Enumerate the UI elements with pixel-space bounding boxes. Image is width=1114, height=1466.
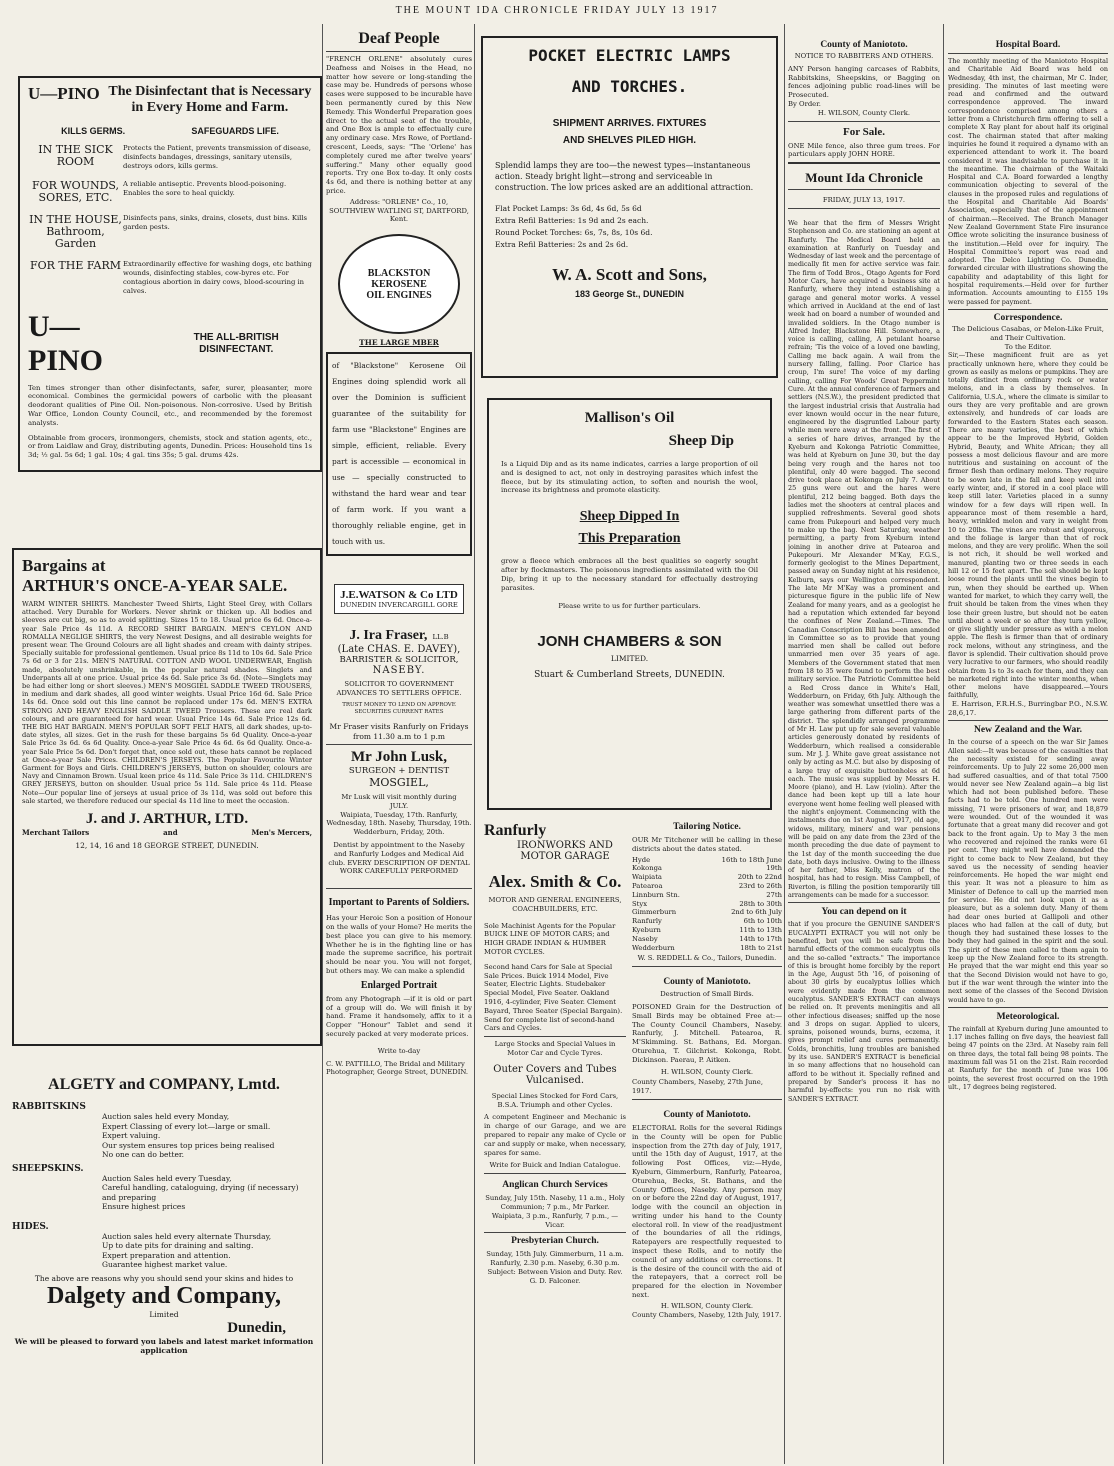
chronicle-date: FRIDAY, JULY 13, 1917. [822, 196, 906, 205]
place: Styx [632, 899, 648, 908]
dalgety-city: Dunedin, [227, 1319, 286, 1336]
anglican-title: Anglican Church Services [502, 1180, 608, 1191]
forsale-title: For Sale. [843, 125, 885, 138]
upino-headline: The Disinfectant that is Necessary in Every Home and Farm. [108, 84, 312, 115]
pocket-lamps-ad [481, 36, 778, 378]
blackstone-caption: THE LARGE MBER [359, 338, 439, 348]
use-text: Protects the Patient, prevents transmission of disease, disinfects bandages, dressings, sanitary utensils, destroys odors, kills germs. [123, 144, 311, 170]
maniototo2-date: County Chambers, Naseby, 27th June, 1917. [632, 1078, 763, 1096]
fraser-town: NASEBY. [372, 665, 426, 677]
rabbitskins-heading: RABBITSKINS [12, 1102, 86, 1112]
mallison-body2: grow a fleece which embraces all the best qualities so eagerly sought after by flockmasters. The poisonous ingredients assimilated with the Oil Dip, bring it up to the necessary standard for effectually destroying parasites. [501, 557, 758, 592]
maniototo1-title: County of Maniototo. [820, 40, 908, 50]
maniototo2-sig: H. WILSON, County Clerk. [660, 1067, 754, 1076]
chronicle-title: Mount Ida Chronicle [805, 170, 923, 186]
mallison-write: Please write to us for further particulars. [558, 602, 701, 611]
dalgety-line: Auction sales held every alternate Thursday, [102, 1231, 272, 1241]
price-line: Extra Refil Batteries: 1s 9d and 2s each. [495, 216, 649, 225]
corr-sig: E. Harrison, F.R.H.S., Burringbar P.O., N.S.W. [951, 699, 1108, 708]
table-row [632, 926, 782, 935]
blackstone-body: of "Blackstone" Kerosene Oil Engines doing splendid work all over the Dominion is sufficient guarantee of the suitability for farm use "Blackstone" Engines are simple, efficient, reliable. Every part is accessible — economical in use — specially constructed to withstand the hard wear and tear of farm work. If you want a thoroughly reliable engine, get in touch with us. [332, 360, 466, 546]
hospital-body: The monthly meeting of the Maniototo Hospital and Charitable Aid Board was held on Wednesday, 4th inst, the chairman, Mr C. Inder, presiding. The minutes of last meeting were read and confirmed and the outward correspondence approved. The inward correspondence comprised among others a letter from a Christchurch firm offering to sell a complete X Ray plant for about half its original cost. The chairman stated that after making inquiries he found it required a dynamo with an experienced attendant to work it. The board considered it was inadvisable to purchase it in the meantime. The chairman of the Waitaki Hospital and C.A. Board forwarded a lengthy communication objecting to several of the clauses in the proposed rules and regulations of the Hospital and Charitable Aid Boards' Association, especially that of the appointment of chairman.—Received. The Branch Manager New Zealand Government State Fire insurance Office wrote soliciting the insurance business of the institution.—Held over for inquiry. The Hospital Committee's report was read and adopted. The Delco Lighting Co. Dunedin, forwarded circular with illustrations showing the capability and adaptability of this light for hospital requirements.—Held over for further information. Accounts amounting to £155 19s were passed for payment. [948, 57, 1108, 306]
logo-text: KEROSENE [371, 278, 427, 290]
maniototo1-by: By Order. [788, 99, 821, 108]
table-row [632, 864, 782, 873]
column-rule [474, 24, 475, 1464]
dates: 19th [766, 864, 782, 873]
presby-title: Presbyterian Church. [511, 1236, 599, 1247]
dates: 16th to 18th June [721, 855, 782, 864]
arthur-sub3: Men's Mercers, [251, 828, 312, 838]
fraser-quals: LL.B [432, 633, 449, 642]
logo-text: BLACKSTON [367, 267, 431, 279]
mallison-addr: Stuart & Cumberland Streets, DUNEDIN. [534, 669, 725, 680]
lusk-dates: Waipiata, Tuesday, 17th. Ranfurly, Wednesday, 18th. Naseby, Thursday, 19th. Wedderburn, Friday, 20th. [326, 810, 472, 837]
ranfurly-firm: Alex. Smith & Co. [488, 872, 622, 891]
fraser-trust: TRUST MONEY TO LEND ON APPROVE SECURITIES CURRENT RATES [342, 702, 456, 716]
place: Gimmerburn [632, 908, 677, 917]
war-body: In the course of a speech on the war Sir James Allen said:—It was because of the casualties that the necessity existed for sending away reinforcements. Up to July 22 some 26,000 men had suffered casualties, and of that total 7500 would never see New Zealand again—a big list which had not been published before. These facts had to be told. One hundred men were missing, 71 were prisoners of war, and 18,879 were wounded. Out of the wounded it was fortunate that a great many did recover and got back to the front again. Up to May 3 the men who recovered and rejoined the ranks were 61 per cent. They might well have demanded the right to come back to New Zealand, but they saved us the necessity of sending heavier reinforcements. He hoped the war might end this year. It was not a pleasure to him as Minister of Defence to call up the married men for service. He did not look upon it as a pleasure, but as a solemn duty. Many of them had dear ones buried at Gallipoli and other places who had fallen at the call of duty, but though they had sustained these losses to the body they had gained in the spirit and the soul. The spirit of these men called to them again to keep up the New Zealand force to its strength. He prayed that the war might end this year so that the Second Division would not have to go, but if the war went through the winter into the next some of the classes of the Second Division would have to go. [948, 738, 1108, 1004]
upino-title: U—PINO [28, 84, 100, 103]
lusk-role: SURGEON + DENTIST [348, 766, 450, 777]
place: Kokonga [632, 864, 662, 873]
use-label: FOR WOUNDS, SORES, ETC. [31, 179, 120, 205]
dalgety-title: ALGETY and COMPANY, Lmtd. [48, 1076, 280, 1093]
pocket-firm: W. A. Scott and Sons, [552, 265, 707, 284]
fraser-late: (Late CHAS. E. DAVEY), [337, 644, 461, 656]
use-text: Disinfects pans, sinks, drains, closets, dust bins. Kills garden pests. [123, 214, 307, 232]
arthur-firm: J. and J. ARTHUR, LTD. [85, 811, 249, 828]
pocket-sub1: SHIPMENT ARRIVES. FIXTURES [552, 118, 707, 129]
ranfurly-eng: A competent Engineer and Mechanic is in charge of our Garage, and we are prepared to repair any make of Cycle or car and supply or make, when necessary, spares for same. [484, 1113, 626, 1157]
upino-obtain: Obtainable from grocers, ironmongers, chemists, stock and station agents, etc., or from Laidlaw and Gray, distributing agents, Dunedin. Prices: Household tins 1s 3d; ½ gal. 5s 6d; 1 gal. 10s; 4 gal. tins 35s; 5 gal. drums 42s. [28, 433, 312, 460]
arthur-ad [12, 548, 322, 1046]
maniototo2-sub: Destruction of Small Birds. [660, 990, 754, 999]
war-title: New Zealand and the War. [974, 725, 1082, 736]
mallison-t4: This Preparation [578, 531, 681, 547]
corr-date: 28,6,17. [948, 708, 977, 717]
ranfurly-agents: Sole Machinist Agents for the Popular BUICK LINE OF MOTOR CARS; and HIGH GRADE INDIAN & HUMBER MOTOR CYCLES. [484, 921, 616, 956]
dalgety-reasons: The above are reasons why you should send your skins and hides to [34, 1273, 294, 1283]
use-text: Extraordinarily effective for washing dogs, etc bathing wounds, disinfecting stables, cow-byres etc. For contagious abortion in dairy cows, blood-scouring in calves. [123, 260, 312, 295]
ranfurly-stocks: Large Stocks and Special Values in Motor Car and Cycle Tyres. [494, 1040, 616, 1057]
mallison-t1: Mallison's Oil [584, 410, 675, 426]
column-5 [948, 40, 1108, 1464]
dalgety-line: Up to date pits for draining and salting. [102, 1241, 254, 1250]
fraser-visits: Mr Fraser visits Ranfurly on Fridays from 11.30 a.m to 1 p.m [329, 722, 469, 741]
table-row [632, 935, 782, 944]
tailoring-title: Tailoring Notice. [673, 822, 741, 832]
sander-title: You can depend on it [821, 907, 907, 918]
parents-title: Important to Parents of Soldiers. [328, 897, 470, 909]
upino-brand: U—PINO [28, 309, 103, 377]
lusk-after: Dentist by appointment to the Naseby and Ranfurly Lodges and Medical Aid club. EVERY DESCRIPTION OF DENTAL WORK CAREFULLY PERFORMED [328, 841, 470, 876]
table-row [632, 917, 782, 926]
place: Hyde [632, 855, 651, 864]
table-row [28, 214, 312, 260]
logo-text: DUNEDIN INVERCARGILL GORE [340, 600, 458, 609]
maniototo2-title: County of Maniototo. [663, 977, 751, 988]
dates: 20th to 22nd [737, 873, 782, 882]
safeguards-life: SAFEGUARDS LIFE. [191, 126, 279, 136]
dalgety-line: No one can do better. [102, 1150, 185, 1159]
dalgety-line: Auction Sales held every Tuesday, [102, 1173, 232, 1183]
ranfurly-sub: IRONWORKS AND MOTOR GARAGE [517, 840, 613, 862]
maniototo1-body: ANY Person hanging carcases of Rabbits, Rabbitskins, Sheepskins, or Bagging on fences adjoining public road-lines will be Prosecuted. [788, 64, 940, 100]
mallison-body: Is a Liquid Dip and as its name indicates, carries a large proportion of oil and is designed to act, not only in destroying parasites which infest the fleece, but by its stimulating action, to soften and nourish the wool, increase its brightness and promote elasticity. [501, 460, 758, 495]
hides-heading: HIDES. [12, 1221, 49, 1232]
lusk-town: MOSGIEL, [369, 776, 429, 790]
dalgety-line: Careful handling, cataloguing, drying (if necessary) [102, 1183, 299, 1192]
forsale-body: ONE Mile fence, also three gum trees. For particulars apply JOHN HORE. [788, 141, 940, 159]
maniototo3-body: ELECTORAL Rolls for the several Ridings in the County will be open for Public inspection from the 27th day of July, 1917, until the 15th day of August, 1917, at the following Post Offices, viz:—Hyde, Kyeburn, Gimmerburn, Ranfurly, Patearoa, Oturehua, Becks, St. Bathans, and the County Offices, Naseby. Any person may on or before the 22nd day of August, 1917, lodge with the council an objection in writing under his hand to the County electoral roll. In view of the readjustment of the boundaries of all the ridings, Ratepayers are respectfully requested to inspect these Rolls, and to notify the council of any additions or corrections. It is the desire of the council with the aid of the ratepayers, that a correct roll be prepared for the election in November next. [632, 1123, 782, 1300]
parents-enlarged: Enlarged Portrait [360, 979, 438, 991]
column-4 [788, 40, 940, 1464]
maniototo3-date: County Chambers, Naseby, 12th July, 1917. [632, 1310, 782, 1319]
deaf-title: Deaf People [358, 30, 440, 47]
corr-to: To the Editor. [1004, 342, 1052, 351]
dalgety-line: Expert Classing of every lot—large or small. [102, 1121, 271, 1131]
mallison-ltd: LIMITED. [610, 654, 649, 664]
arthur-sub2: and [163, 828, 178, 838]
maniototo1-sig: H. WILSON, County Clerk. [817, 108, 911, 117]
ranfurly-cars: Second hand Cars for Sale at Special Sale Prices. Buick 1914 Model, Five Seater, Electric Lights. Studebaker Special Model, Five Seater. Oakland 1916, 4-cylinder, Five Seater. Clement Bayard, Three Seater (Special Bargain). Send for complete list of second-hand Cars and Cycles. [484, 962, 623, 1033]
dalgety-name: Dalgety and Company, [46, 1283, 282, 1309]
mallison-t3: Sheep Dipped In [579, 509, 680, 525]
dalgety-line: Expert preparation and attention. [102, 1250, 231, 1260]
dates: 18th to 21st [740, 943, 782, 952]
price-line: Round Pocket Torches: 6s, 7s, 8s, 10s 6d. [495, 228, 653, 237]
logo-text: J.E.WATSON & Co LTD [340, 588, 458, 601]
arthur-addr: 12, 14, 16 and 18 GEORGE STREET, DUNEDIN. [75, 841, 259, 851]
mallison-ad [487, 398, 772, 810]
all-british: THE ALL-BRITISH DISINFECTANT. [193, 331, 279, 355]
pocket-sub2: AND SHELVES PILED HIGH. [562, 135, 697, 146]
dates: 2nd to 6th July [731, 908, 782, 917]
dalgety-limited: Limited [149, 1310, 179, 1319]
dalgety-line: Auction sales held every Monday, [102, 1112, 230, 1121]
blackstone-logo [338, 234, 460, 334]
parents-sig: C. W. PATTILLO, The Bridal and Military Photographer, George Street, DUNEDIN. [326, 1059, 469, 1077]
ranfurly-cat: Write for Buick and Indian Catalogue. [489, 1161, 621, 1170]
pocket-title1: POCKET ELECTRIC LAMPS [528, 46, 731, 65]
chronicle-body: We hear that the firm of Messrs Wright Stephenson and Co. are stationing an agent at Ranfurly. The Medical Board held an examination at Ranfurly on Tuesday and Wednesday of last week and the percentage of medically fit men for active service was fair. The firm of Todd Bros., Otago Agents for Ford Motor Cars, have acquired a business site at Ranfurly, where they intend establishing a garage and general motor works. A vessel which arrived in Auckland at the end of last week had on board a number of wounded and invalided soldiers. In the Otago number is Alfred Inder, Blackstone Hill. Somewhere, a voice is calling, calling, A petulant hoarse refrain; 'Tis the voice of a loved one bawling, Calling me back again. A wail from the nursery falling, falling. Poor Clarice has croup, I'm sure! The voice of my darling calling, calling For Woods' Great Peppermint Cure. At the annual conference of farmers and settlers (N.S.W.), the president predicted that the largest industrial crisis that Australia had ever known would occur in the near future, engineered by the disgruntled Labour party while men were away at the front. The first of a series of hare drives, arranged by the Kyeburn and Kokonga Patriotic Committee, was held at Kyeburn on June 30, but the day being very rough and the hares not too plentiful, only 40 were bagged. The second drive took place at Kokonga on July 7. About 25 guns were out and the hares were plentiful, 212 being bagged. Both days the ladies met the shooters at central places and supplied refreshments. Several good shots came from Pukepouri and helped very much to make up the bag. Next Saturday, weather permitting, a party from Kyeburn intend joining in another drive at Patearoa and Pukepouri. Mr Alexander M'Kay, F.G.S., formerly geologist to the Mines Department, passed away on Sunday night at his residence, Kelburn, says our Wellington correspondent. The late Mr M'Kay was a prominent and picturesque figure in the public life of New Zealand for many years, and as a geologist he had a reputation which extended far beyond the confines of New Zealand.—Times. The Canadian Conscription Bill has been amended in Committee so as to provide that young married men shall be called out before unmarried men over 35 years of age. Members of the Government stated that men from 18 to 35 were found to perform the best military service. The Patriotic Committee held a Red Cross dance in White's Hall, Wedderburn, on Friday, 6th July. Although the weather was somewhat unsettled there was a large gathering from different parts of the district. The splendidly arranged programme of Mr H. Law put up for sale several valuable articles generously donated by residents of Wedderburn, which realised a considerable sum. Mr J. J. White gave great assistance not only by acting as M.C. but also by disposing of a large tray of exquisite buttonholes at 6d each. The music was supplied by Messrs H. Moore (piano), and H. Law (violin). After the dance had been kept up till a late hour everyone went home feeling well pleased with the night's enjoyment. Commencing with the instalments due on 1st August, 1917, old age, widows, military, miners' and war pensions will be paid on any date from the 23rd of the month preceding the due date of payment to the 1st day of the month succeeding the due date, both days inclusive. Owing to the illness of her father, Miss Kelly, matron of the hospital, has had to resign. Miss Campbell, of Riverton, is filling the position temporarily till arrangements can be made for a successor. [788, 218, 940, 900]
column-rule [784, 24, 785, 1464]
parents-write: Write to-day [377, 1046, 421, 1055]
deaf-body: "FRENCH ORLENE" absolutely cures Deafness and Noises in the Head, no matter how severe or long-standing the case may be. Hundreds of persons whose cases were supposed to be incurable have been permanently cured by this New Remedy. This Wonderful Preparation goes direct to the actual seat of the trouble, and One Box is ample to effectually cure any ordinary case. Mrs Rowe, of Portland-crescent, Leeds, says: "The 'Orlene' has completely cured me after twelve years' suffering." Many other equally good reports. Try one Box to-day. It only costs 4s 6d, and there is nothing better at any price. [326, 55, 472, 195]
sheepskins-heading: SHEEPSKINS. [12, 1163, 84, 1174]
use-text: A reliable antiseptic. Prevents blood-poisoning. Enables the sore to heal quickly. [123, 180, 287, 198]
dalgety-line: Our system ensures top prices being realised [102, 1140, 275, 1150]
upino-uses-table [28, 144, 312, 306]
table-row [632, 900, 782, 909]
ranfurly-lines: Special Lines Stocked for Ford Cars, B.S.A. Triumph and other Cycles. [491, 1091, 619, 1109]
notices-col [632, 822, 782, 1462]
masthead: THE MOUNT IDA CHRONICLE FRIDAY JULY 13 1917 [395, 5, 719, 16]
maniototo2-body: POISONED Grain for the Destruction of Small Birds may be obtained Free at:— The County Council Chambers, Naseby. Ranfurly, J. Mitchell. Patearoa, R. M'Skimming. St. Bathans, Ed. Morgan. Oturehua, T. Gilchrist. Kokonga, Robt. Dickinson. Paerau, P. Aitken. [632, 1002, 782, 1064]
table-row [28, 144, 312, 180]
table-row [28, 260, 312, 305]
fraser-body: SOLICITOR TO GOVERNMENT ADVANCES TO SETTLERS OFFICE. [336, 680, 462, 698]
dates: 28th to 30th [739, 899, 782, 908]
place: Patearoa [632, 881, 663, 890]
tailoring-sig: W. S. REDDELL & Co., Tailors, Dunedin. [637, 954, 777, 963]
use-label: IN THE HOUSE, Bathroom, Garden [29, 213, 122, 251]
dalgety-ad [6, 1072, 322, 1422]
meteor-title: Meteorological. [996, 1011, 1060, 1022]
meteor-body: The rainfall at Kyeburn during June amounted to 1.17 inches falling on five days, the heaviest fall being 47 points on the 23rd. At Naseby rain fell on three days, the total fall being 98 points. The maximum fall was 51 on the 21st. Rain recorded at Ranfurly for the month of June was 106 points, the severest frost occurred on the 19th ult., 17 degrees being registered. [948, 1024, 1108, 1091]
tailoring-table [632, 856, 782, 953]
table-row [632, 891, 782, 900]
dates: 23rd to 26th [738, 881, 782, 890]
kills-germs: KILLS GERMS. [61, 126, 126, 136]
table-row [632, 882, 782, 891]
column-rule [322, 24, 323, 1464]
arthur-body: WARM WINTER SHIRTS. Manchester Tweed Shirts, Light Steel Grey, with Collars attached. Very Durable for Workers. Never shrink or thicken up. All bodies and sleeves are cut big, so as to avoid splitting. Sizes 15 to 18. Usual price 6s 6d. Once-a-year Sale Price 4s 11d. A RECORD SHIRT BARGAIN. MEN'S CEYLON AND ROMALLA NEGLIGE SHIRTS, the very Newest Designs, and all desirable weights for present wear. The Ground Colours are all light shades and cream with dainty stripes. Specially suitable for professional gentlemen. Usual price 8s 11d to 10s 6d. Sale Price 7s 6d or 3 for 21s. MEN'S NATURAL COTTON AND WOOL UNDERWEAR, English made, absolutely unshrinkable, in the popular natural shades. Singlets and Underpants all at one price. Usual price 4s 6d. Sale price 3s 6d. (Note—Singlets may be had either long or short sleeves.) MEN'S MOSGIEL SADDLE TWEED TROUSERS, in medium and dark shades, all good winter weights. Usual Price 16d 6d. Sale Price 14s 6d. Once sold out this line cannot be replaced under 17s 6d. MEN'S EXTRA STRONG AND HEAVY ENGLISH SADDLE TWEED Trousers. These are real dark colours, and are guaranteed for hard wear. Usual Price 14s 6d. Sale Price 12s 6d. THE BIG HAT BARGAIN. MEN'S POPULAR SOFT FELT HATS, all dark shades, up-to-date styles, all sizes. Get in the rush for these bargains 5s 6d Quality. Once-a-year Sale Price 3s 6d. 6s 6d Quality. Once-a-year Sale Price 4s 6d. 6s 6d Quality. Once-a-year Sale Price 5s 6d. Don't forget that, once sold out, these hats cannot be replaced at Once-a-year Sale Prices. CHILDREN'S JERSEYS. The Popular Favourite Winter Garment for Boys and Girls. CHILDREN'S JERSEYS, button on shoulder, colours are Navy and Cinnamon Brown. Usual keen price 4s 11d. Sale Price 3s 11d. CHILDREN'S GREY JERSEYS, button on shoulder. Usual price 5s 11d. Sale price 4s 11d. Please Note—Our popular line of jerseys at usual price of 3s 11d, was sold out before this sale started, we therefore reduced our special 4s 11d line to meet the occasion. [22, 600, 312, 805]
upino-ad [18, 76, 322, 472]
fraser-role: BARRISTER & SOLICITOR, [339, 655, 459, 666]
use-label: FOR THE FARM [29, 259, 122, 273]
place: Naseby [632, 934, 658, 943]
tailoring-body: OUR Mr Titchener will be calling in these districts about the dates stated. [632, 836, 782, 853]
place: Wedderburn [632, 943, 675, 952]
upino-body: Ten times stronger than other disinfectants, safer, surer, pleasanter, more economical. Combines the germicidal powers of carbolic with the pleasant deodorant qualities of Pine Oil. Non-poisonous. Non-corrosive. Used by British War Office, London County Council, etc., and recommended by the foremost analysts. [28, 383, 312, 427]
ranfurly-firmsub: MOTOR AND GENERAL ENGINEERS, COACHBUILDERS, ETC. [488, 896, 622, 913]
ranfurly-ad [484, 822, 626, 1462]
use-label: IN THE SICK ROOM [38, 143, 113, 168]
column-2 [326, 30, 472, 1464]
pocket-addr: 183 George St., DUNEDIN [574, 289, 685, 299]
lusk-month: JULY. [389, 801, 409, 810]
table-row [632, 873, 782, 882]
mallison-firm: JONH CHAMBERS & SON [537, 633, 722, 651]
column-rule [943, 24, 944, 1464]
dates: 11th to 13th [739, 925, 782, 934]
dates: 14th to 17th [739, 934, 782, 943]
sander-body: that if you procure the GENUINE SANDER'S EUCALYPTI EXTRACT you will not only be benefited, but you will be safe from the harmful effects of the common eucalyptus oils and the so-called "extracts." The importance of this is brought home forcibly by the report in the Age, August 5th '16, of poisoning of about 30 girls by eucalyptus lollies which were evidently made from the common eucalyptus. SANDER'S EXTRACT can always be relied on. It prevents meningitis and all other infectious diseases; sniffed up the nose and 3 drops on sugar. Applied to ulcers, sprains, poisoned wounds, burns, eczema, it gives prompt relief and cures permanently. Colds, bronchitis, lung troubles are banished by its use. SANDER'S EXTRACT is beneficial in so many affections that no household can afford to be without it. Specially refined and prepared by Sander's process it has no harmful by-effects: you run no risk with SANDER'S EXTRACT. [788, 920, 940, 1103]
maniototo3-sig: H. WILSON, County Clerk. [660, 1301, 754, 1310]
place: Waipiata [632, 873, 662, 882]
mallison-t2: Sheep Dip [668, 433, 734, 449]
corr-title: Correspondence. [993, 312, 1063, 323]
corr-body: Sir,—These magnificent fruit are as yet practically unknown here, where they could be grown as easily as melons or pumpkins. They are totally distinct from ordinary rock or water melons, and in a class by themselves. In California, U.S.A., where the climate is similar to ours they are very profitable and are grown extensively, and hundreds of car loads are forwarded to the Eastern States each season. There are many varieties, the best of which appear to be the Improved Hybrid, Golden Hybrid, Beauty, and White African; they all possess a most delicious flavour and are more nutritious and sustaining on account of the firmer flesh than ordinary melons. They require to be sown late in the fall and keep well into early winter, and, if stored in a cool place will keep still later. Varieties placed in a sunny window for a few days will ripen well. In appearance most of them resemble a hard, heavy, wrinkled melon and vary in weight from 10 to 20lbs. The vines are robust and vigorous, and the foliage is larger than that of rock melons, and they are very prolific. When the soil is not rich, it should be well worked and manured, planting two or three seeds in each hill 12 or 15 feet apart. The soil should be kept loose round the plants until the vines begin to run, when they should be earthed up. When wanted for market, to which they carry well, the fruit should be taken from the vines when they lose their green lustre, but should not be eaten until about a week or so after they turn yellow, or give slightly under pressure as with a melon apple. The flesh is firmer than that of ordinary rock melons, without any stringiness, and the flavor is splendid. Their cultivation should prove very lucrative to our farmers, who should readily obtain from 1s to 3s each for them, and they can be marketed right into the winter months, when other melons have disappeared.—Yours faithfully, [948, 351, 1108, 700]
dalgety-footer: We will be pleased to forward you labels and latest market information application [14, 1336, 314, 1355]
dalgety-line: Guarantee highest market value. [102, 1260, 228, 1269]
arthur-sub1: Merchant Tailors [22, 828, 90, 838]
lusk-name: Mr John Lusk, [350, 749, 447, 766]
corr-sub: The Delicious Casabas, or Melon-Like Fruit, and Their Cultivation. [952, 324, 1104, 342]
parents-body2: from any Photograph —if it is old or part of a group will do. We will finish it by hand. Frame it handsomely, affix to it a Copper "Honour" Tablet and send it securely packed at very moderate prices. [326, 994, 472, 1038]
dalgety-line: and preparing [102, 1192, 157, 1202]
price-line: Flat Pocket Lamps: 3s 6d, 4s 6d, 5s 6d [495, 204, 642, 213]
hospital-title: Hospital Board. [995, 40, 1061, 50]
maniototo3-title: County of Maniototo. [663, 1109, 751, 1120]
lusk-body: Mr Lusk will visit monthly during [341, 793, 457, 802]
table-row [632, 944, 782, 953]
dalgety-line: Expert valuing. [102, 1131, 161, 1140]
parents-body: Has your Heroic Son a position of Honour on the walls of your Home? He merits the best place you can give to his memory. Whether he is in the fighting line or has made the supreme sacrifice, his portrait should be near you. You will not forget, but others may. We can make a splendid [326, 914, 472, 975]
pocket-title2: AND TORCHES. [571, 77, 688, 96]
deaf-address: Address: "ORLENE" Co., 10, SOUTHVIEW WATLING ST, DARTFORD, Kent. [329, 197, 469, 224]
arthur-pre: Bargains at [22, 556, 106, 575]
pocket-body: Splendid lamps they are too—the newest types—instantaneous action. Steady bright light—strong and serviceable in construction. The low prices asked are an additional attraction. [495, 161, 754, 192]
arthur-title: ARTHUR'S ONCE-A-YEAR SALE. [22, 576, 288, 595]
presby-body: Sunday, 15th July. Gimmerburn, 11 a.m. Ranfurly, 2.30 p.m. Naseby, 6.30 p.m. Subject: Between Vision and Duty. Rev. G. D. Falconer. [486, 1250, 624, 1285]
watson-logo [334, 584, 464, 615]
place: Kyeburn [632, 925, 661, 934]
place: Ranfurly [632, 917, 662, 926]
maniototo1-sub: NOTICE TO RABBITERS AND OTHERS. [794, 52, 934, 60]
table-row [632, 908, 782, 917]
logo-text: OIL ENGINES [366, 289, 432, 301]
fraser-name: J. Ira Fraser, [349, 628, 428, 644]
table-row [28, 180, 312, 214]
dates: 27th [766, 890, 782, 899]
dalgety-line: Ensure highest prices [102, 1202, 186, 1211]
dates: 6th to 10th [743, 917, 782, 926]
anglican-body: Sunday, July 15th. Naseby, 11 a.m., Holy Communion; 7 p.m., Mr Parker. Waipiata, 3 p.m., Ranfurly, 7 p.m., — Vicar. [485, 1194, 625, 1229]
ranfurly-covers: Outer Covers and Tubes Vulcanised. [493, 1063, 617, 1086]
place: Linnburn Stn. [632, 890, 680, 899]
price-line: Extra Refil Batteries: 2s and 2s 6d. [495, 240, 629, 249]
ranfurly-title: Ranfurly [484, 822, 547, 839]
table-row [632, 856, 782, 865]
